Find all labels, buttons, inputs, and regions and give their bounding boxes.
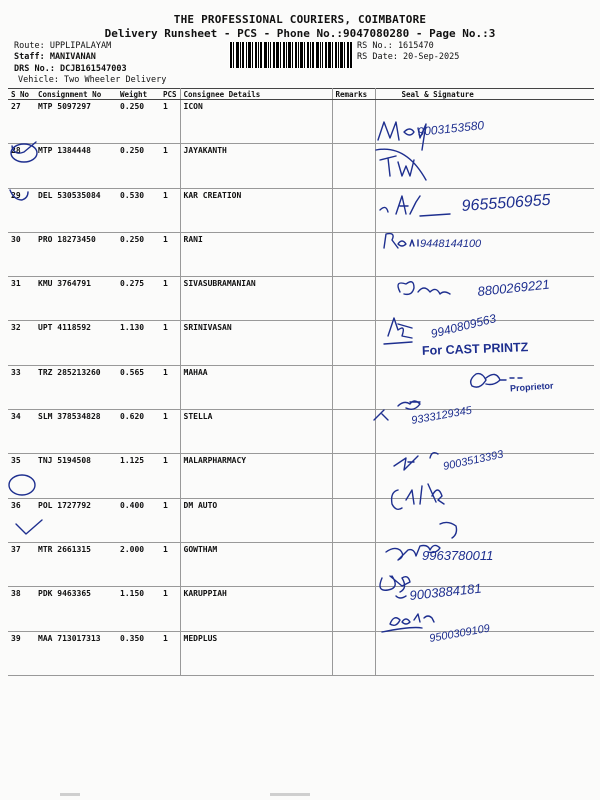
row-sno: 33	[8, 365, 35, 409]
sig-phone-34: 9333129345	[410, 404, 473, 427]
row-sno: 29	[8, 188, 35, 232]
table-header-row	[8, 89, 594, 100]
stamp-role: Proprietor	[509, 380, 554, 394]
row-seal	[375, 410, 594, 454]
row-remarks	[332, 498, 375, 542]
sig-phone-31: 8800269221	[476, 276, 551, 299]
row-remarks	[332, 188, 375, 232]
row-consignee: KARUPPIAH	[180, 587, 332, 631]
stamp-company: For CAST PRINTZ	[421, 340, 529, 358]
row-weight: 1.130	[117, 321, 160, 365]
row-consignment: PDK 9463365	[35, 587, 117, 631]
row-sno: 37	[8, 542, 35, 586]
row-consignee: MEDPLUS	[180, 631, 332, 675]
row-consignment: DEL 530535084	[35, 188, 117, 232]
row-pcs: 1	[160, 144, 180, 188]
sig-phone-35: 9003513393	[442, 448, 505, 473]
row-sno: 32	[8, 321, 35, 365]
col-consignee: Consignee Details	[180, 89, 332, 100]
row-pcs: 1	[160, 410, 180, 454]
row-pcs: 1	[160, 542, 180, 586]
table-row	[8, 631, 594, 675]
table-row	[8, 100, 594, 144]
row-consignee: SRINIVASAN	[180, 321, 332, 365]
row-seal	[375, 587, 594, 631]
row-consignee: ICON	[180, 100, 332, 144]
row-weight: 0.620	[117, 410, 160, 454]
table-row	[8, 232, 594, 276]
table-row	[8, 410, 594, 454]
row-consignment: SLM 378534828	[35, 410, 117, 454]
row-remarks	[332, 542, 375, 586]
row-consignment: PRO 18273450	[35, 232, 117, 276]
row-sno: 36	[8, 498, 35, 542]
row-consignee: STELLA	[180, 410, 332, 454]
row-pcs: 1	[160, 321, 180, 365]
row-weight: 0.250	[117, 232, 160, 276]
row-sno: 28	[8, 144, 35, 188]
row-sno: 35	[8, 454, 35, 498]
row-remarks	[332, 631, 375, 675]
row-weight: 1.150	[117, 587, 160, 631]
table-row	[8, 498, 594, 542]
row-pcs: 1	[160, 232, 180, 276]
row-pcs: 1	[160, 498, 180, 542]
row-sno: 38	[8, 587, 35, 631]
row-weight: 2.000	[117, 542, 160, 586]
row-pcs: 1	[160, 365, 180, 409]
row-weight: 0.250	[117, 144, 160, 188]
row-seal	[375, 498, 594, 542]
row-seal	[375, 454, 594, 498]
row-weight: 0.530	[117, 188, 160, 232]
table-row	[8, 542, 594, 586]
row-sno: 30	[8, 232, 35, 276]
row-consignment: TNJ 5194508	[35, 454, 117, 498]
row-pcs: 1	[160, 277, 180, 321]
row-seal	[375, 100, 594, 144]
row-seal	[375, 232, 594, 276]
row-pcs: 1	[160, 587, 180, 631]
rs-date: RS Date: 20-Sep-2025	[357, 52, 460, 62]
row-weight: 0.275	[117, 277, 160, 321]
row-remarks	[332, 365, 375, 409]
sig-phone-39: 9500309109	[428, 622, 491, 645]
scan-smudge	[270, 793, 310, 796]
table-row	[8, 144, 594, 188]
row-pcs: 1	[160, 454, 180, 498]
row-consignment: MAA 713017313	[35, 631, 117, 675]
col-seal: Seal & Signature	[375, 89, 594, 100]
row-remarks	[332, 410, 375, 454]
table-row	[8, 454, 594, 498]
row-consignment: MTP 5097297	[35, 100, 117, 144]
row-consignment: TRZ 285213260	[35, 365, 117, 409]
row-weight: 1.125	[117, 454, 160, 498]
rs-number: RS No.: 1615470	[357, 41, 434, 51]
table-row	[8, 587, 594, 631]
row-remarks	[332, 144, 375, 188]
row-sno: 27	[8, 100, 35, 144]
row-consignee: KAR CREATION	[180, 188, 332, 232]
row-weight: 0.565	[117, 365, 160, 409]
row-pcs: 1	[160, 631, 180, 675]
drs-label: DRS No.: DCJB161547003	[14, 64, 127, 74]
sig-phone-27: 9003153580	[416, 118, 485, 139]
row-pcs: 1	[160, 188, 180, 232]
row-remarks	[332, 587, 375, 631]
sig-phone-32: 9940809563	[429, 311, 498, 341]
row-consignee: MAHAA	[180, 365, 332, 409]
row-seal	[375, 144, 594, 188]
row-seal	[375, 542, 594, 586]
runsheet-table	[8, 88, 594, 676]
row-weight: 0.400	[117, 498, 160, 542]
sig-phone-37: 9963780011	[422, 548, 494, 563]
row-remarks	[332, 321, 375, 365]
row-remarks	[332, 100, 375, 144]
row-consignment: POL 1727792	[35, 498, 117, 542]
row-sno: 34	[8, 410, 35, 454]
row-seal	[375, 188, 594, 232]
row-consignee: RANI	[180, 232, 332, 276]
table-row	[8, 365, 594, 409]
row-seal	[375, 277, 594, 321]
row-consignment: MTP 1384448	[35, 144, 117, 188]
runsheet-subtitle: Delivery Runsheet - PCS - Phone No.:9047080280 - Page No.:3	[104, 27, 496, 40]
row-consignee: SIVASUBRAMANIAN	[180, 277, 332, 321]
sig-phone-30: 9448144100	[420, 238, 482, 250]
route-label: Route: UPPLIPALAYAM	[14, 41, 112, 51]
row-sno: 39	[8, 631, 35, 675]
row-sno: 31	[8, 277, 35, 321]
row-remarks	[332, 277, 375, 321]
row-weight: 0.350	[117, 631, 160, 675]
row-consignee: MALARPHARMACY	[180, 454, 332, 498]
row-pcs: 1	[160, 100, 180, 144]
table-row	[8, 277, 594, 321]
vehicle-label: Vehicle: Two Wheeler Delivery	[18, 75, 167, 85]
col-remarks: Remarks	[332, 89, 375, 100]
col-weight: Weight	[117, 89, 160, 100]
table-row	[8, 188, 594, 232]
row-consignment: KMU 3764791	[35, 277, 117, 321]
row-consignee: JAYAKANTH	[180, 144, 332, 188]
sig-phone-29: 9655506955	[461, 191, 552, 215]
row-seal	[375, 365, 594, 409]
company-title: THE PROFESSIONAL COURIERS, COIMBATORE	[173, 13, 427, 26]
sig-phone-38: 9003884181	[408, 580, 483, 603]
row-consignment: UPT 4118592	[35, 321, 117, 365]
row-consignee: GOWTHAM	[180, 542, 332, 586]
row-consignee: DM AUTO	[180, 498, 332, 542]
row-remarks	[332, 454, 375, 498]
staff-label: Staff: MANIVANAN	[14, 52, 96, 62]
col-pcs: PCS	[160, 89, 180, 100]
scan-smudge	[60, 793, 80, 796]
barcode	[229, 42, 353, 68]
row-seal	[375, 631, 594, 675]
row-consignment: MTR 2661315	[35, 542, 117, 586]
row-weight: 0.250	[117, 100, 160, 144]
col-consignment: Consignment No	[35, 89, 117, 100]
col-sno: S No	[8, 89, 35, 100]
row-remarks	[332, 232, 375, 276]
